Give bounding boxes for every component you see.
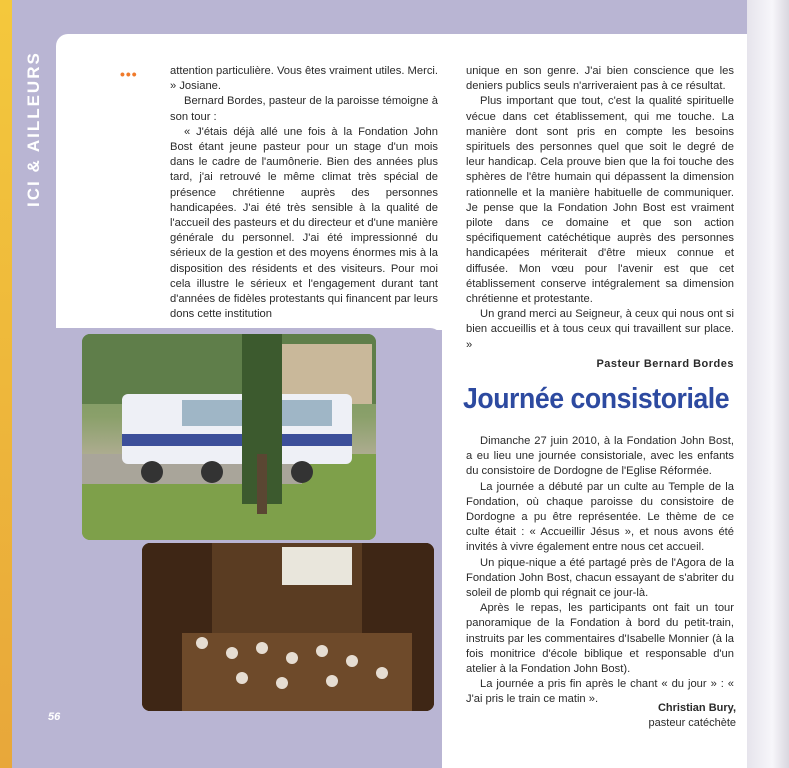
top-band — [14, 0, 586, 34]
article-body — [466, 434, 734, 708]
text-column-1 — [170, 64, 438, 322]
photo-temple-interior — [142, 543, 434, 711]
paragraph: Un pique-nique a été partagé près de l'Agora de la Fondation John Bost, chacun essayant de s'abriter du soleil de plomb qui régnait ce jour-là. — [466, 556, 734, 600]
paragraph: Dimanche 27 juin 2010, à la Fondation John Bost, a eu lieu une journée consistoriale, avec les enfants du consistoire de Dordogne de l'Eglise Réformée. — [466, 435, 734, 478]
paragraph: attention particulière. Vous êtes vraiment utiles. Merci. » Josiane. — [170, 65, 439, 93]
text-column-2 — [466, 64, 734, 372]
temple-interior-illustration — [142, 543, 434, 711]
page-number: 56 — [48, 711, 61, 723]
paragraph: La journée a pris fin après le chant « du jour » : « J'ai pris le train ce matin ». — [466, 678, 734, 706]
paragraph: Plus important que tout, c'est la qualité spirituelle vécue dans cet établissement, qui me touche. La manière dont sont pris en compte les besoins spirituels des personnes quel que soit le degré de leur handicap. Cela prouve bien que la foi touche des sphères de l'être humain qui dépassent la dimension rationnelle et la manière habituelle de communiquer. Je pense que la Fondation John Bost est vraiment pilote dans ce domaine et que son action spécifiquement catéchétique auprès des personnes handicapées mériterait d'être mieux connue et diffusée. Mon vœu pour l'avenir est que cet établissement conserve intégralement sa dimension chrétienne et protestante. — [466, 95, 734, 306]
page-gutter — [747, 0, 789, 768]
paragraph: Après le repas, les participants ont fait un tour panoramique de la Fondation à bord du petit-train, instruits par les commentaires d'Isabelle Monnier (à la fois monitrice d'école biblique et responsable d'un atelier à la Fondation John Bost). — [466, 602, 734, 676]
author-role: pasteur catéchète — [648, 717, 736, 729]
paragraph: Bernard Bordes, pasteur de la paroisse témoigne à son tour : — [170, 95, 438, 123]
paragraph: « J'étais déjà allé une fois à la Fondation John Bost étant jeune pasteur pour un stage d'un mois dans le cadre de l'aumônerie. Bien des années plus tard, j'ai retrouvé le même climat très spécial de présence chrétienne auprès des personnes handicapées. J'ai été très sensible à la qualité de l'accueil des pasteurs et du directeur et d'une manière générale du personnel. J'ai été impressionné du sérieux de la gestion et des moyens énormes mis à la disposition des résidents et des visiteurs. Pour moi cela illustre le sérieux et l'engagement durant tant d'années de fidèles protestants qui financent par leurs dons cette institution — [170, 125, 438, 321]
yellow-edge-strip — [0, 0, 12, 768]
author-name: Christian Bury, — [657, 702, 736, 714]
article-author — [560, 701, 736, 731]
testimony-signature: Pasteur Bernard Bordes — [596, 357, 734, 370]
paragraph: unique en son genre. J'ai bien conscience que les deniers publics seuls n'arriveraient pas à ce résultat. — [466, 65, 734, 93]
section-label: ICI & AILLEURS — [24, 51, 43, 207]
article-title: Journée consistoriale — [463, 383, 730, 415]
decorative-dots: ••• — [120, 66, 138, 82]
petit-train-illustration — [82, 334, 376, 540]
paragraph: Un grand merci au Seigneur, à ceux qui nous ont si bien accueillis et à tous ceux qui travaillent sur place. » — [466, 308, 734, 351]
photo-petit-train — [82, 334, 376, 540]
paragraph: La journée a débuté par un culte au Temple de la Fondation, où chaque paroisse du consistoire de Dordogne a pu être représentée. Le thème de ce culte était : « Accueillir Jésus », et nous avons été invités à vivre également entre nous cet accueil. — [466, 480, 734, 554]
